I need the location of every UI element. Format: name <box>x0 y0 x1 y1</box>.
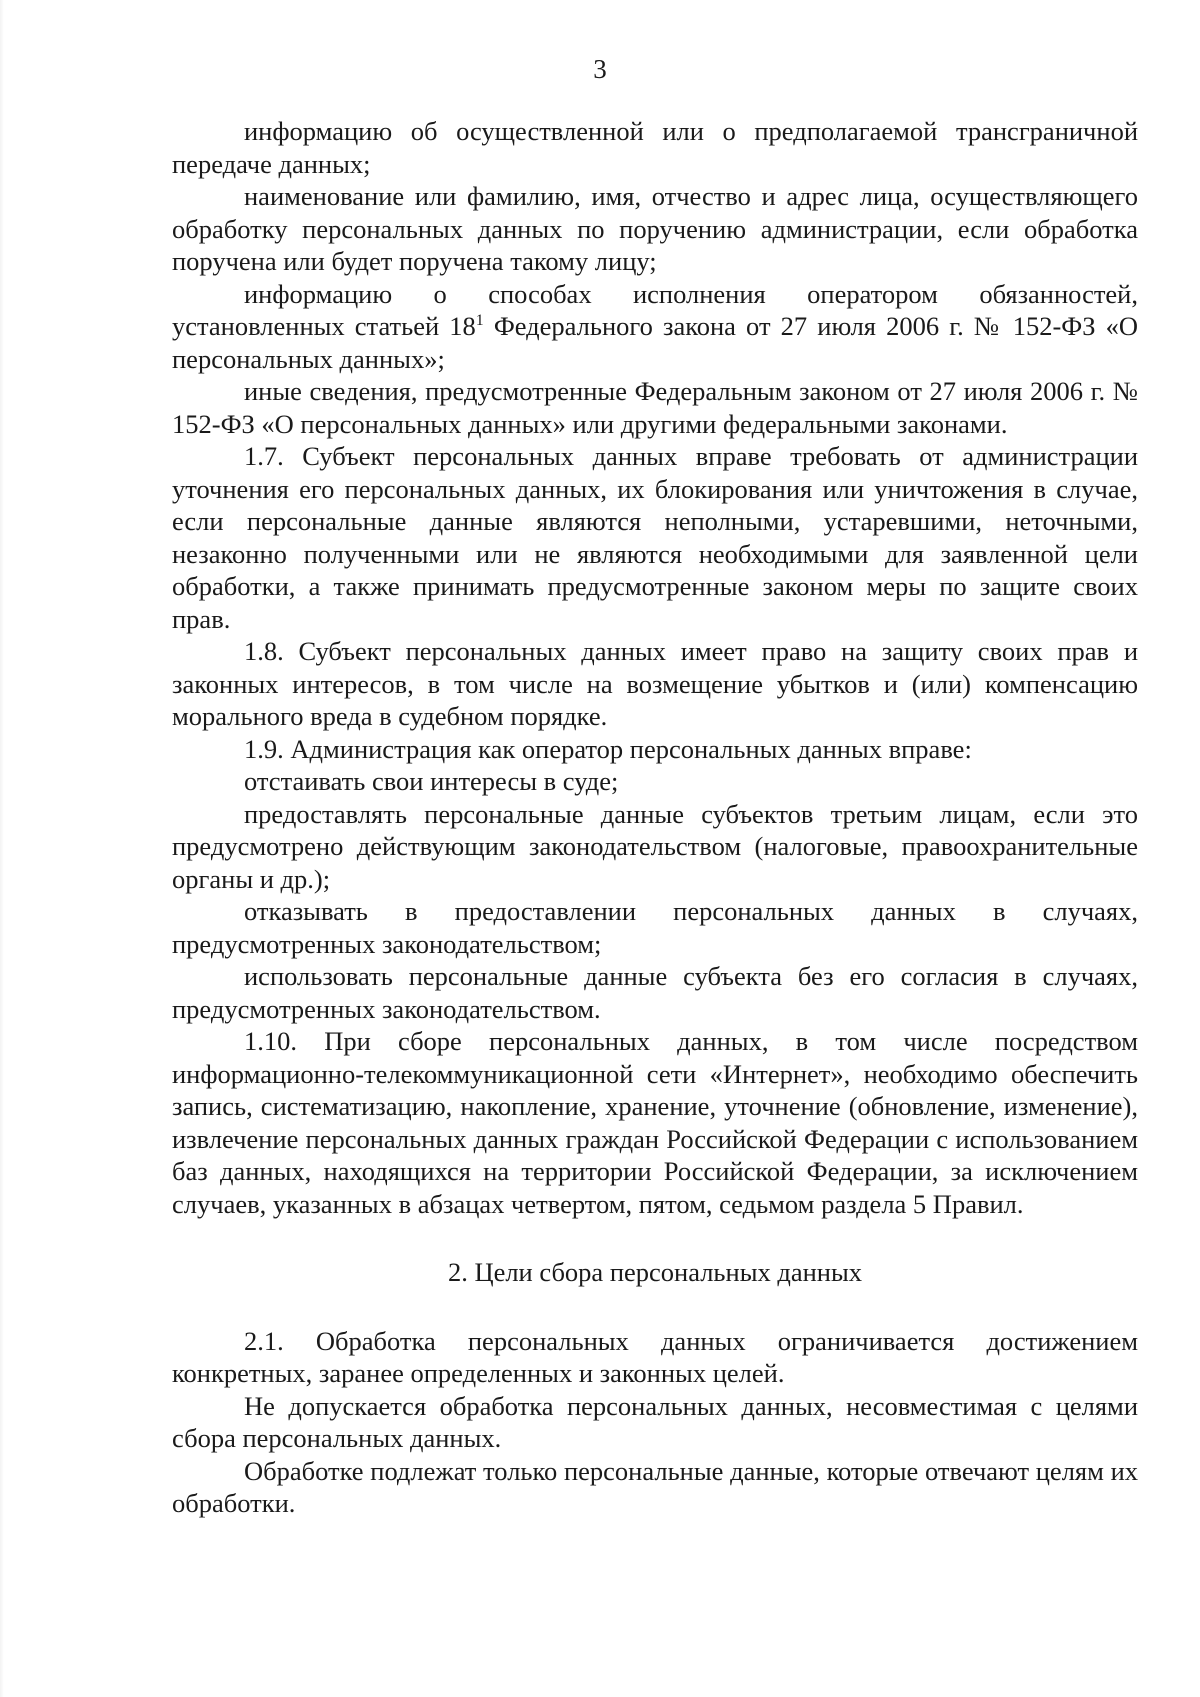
paragraph-2-1: 2.1. Обработка персональных данных ограничивается достижением конкретных, заранее определенных и законных целей. <box>172 1325 1138 1388</box>
article-superscript: 1 <box>475 312 484 330</box>
paragraph-cross-border-transfer: информацию об осуществленной или о предполагаемой трансграничной передаче данных; <box>172 116 1138 179</box>
paragraph-1-10: 1.10. При сборе персональных данных, в том числе посредством информационно-телекоммуникационной сети «Интернет», необходимо обеспечить запись, систематизацию, накопление, хранение, уточнение (обновление, изменение), извлечение персональных данных граждан Российской Федерации с использованием баз данных, находящихся на территории Российской Федерации, за исключением случаев, указанных в абзацах четвертом, пятом, седьмом раздела 5 Правил. <box>172 1026 1138 1219</box>
paragraph-1-9: 1.9. Администрация как оператор персональных данных вправе: <box>244 733 972 764</box>
paragraph-operator-duties <box>172 278 1138 376</box>
paragraph-1-7: 1.7. Субъект персональных данных вправе требовать от администрации уточнения его персональных данных, их блокирования или уничтожения в случае, если персональные данные являются неполными, устаревшими, неточными, незаконно полученными или не являются необходимыми для заявленной цели обработки, а также принимать предусмотренные законом меры по защите своих прав. <box>172 441 1138 634</box>
paragraph-processing-scope: Обработке подлежат только персональные данные, которые отвечают целям их обработки. <box>172 1455 1138 1518</box>
scan-edge <box>0 0 4 1697</box>
paragraph-other-info: иные сведения, предусмотренные Федеральным законом от 27 июля 2006 г. № 152-ФЗ «О персональных данных» или другими федеральными законами. <box>172 376 1138 439</box>
paragraph-processor-name: наименование или фамилию, имя, отчество и адрес лица, осуществляющего обработку персональных данных по поручению администрации, если обработка поручена или будет поручена такому лицу; <box>172 181 1138 276</box>
paragraph-refuse: отказывать в предоставлении персональных данных в случаях, предусмотренных законодательством; <box>172 896 1138 959</box>
paragraph-defend-interests: отстаивать свои интересы в суде; <box>244 766 619 796</box>
document-body <box>172 115 1138 1520</box>
paragraph-incompatible-processing: Не допускается обработка персональных данных, несовместимая с целями сбора персональных данных. <box>172 1390 1138 1453</box>
section-2-heading: 2. Цели сбора персональных данных <box>447 1257 863 1287</box>
paragraph-provide-data: предоставлять персональные данные субъектов третьим лицам, если это предусмотрено действующим законодательством (налоговые, правоохранительные органы и др.); <box>172 798 1138 894</box>
page-number: 3 <box>593 54 607 84</box>
paragraph-operator-duties-tail: Федерального закона от 27 июля 2006 г. № 152-ФЗ «О персональных данных»; <box>172 311 1139 374</box>
paragraph-1-8: 1.8. Субъект персональных данных имеет право на защиту своих прав и законных интересов, в том числе на возмещение убытков и (или) компенсацию морального вреда в судебном порядке. <box>172 636 1138 731</box>
paragraph-operator-duties-text: информацию о способах исполнения оператором обязанностей, установленных статьей 18 <box>172 278 1138 341</box>
paragraph-use-without-consent: использовать персональные данные субъекта без его согласия в случаях, предусмотренных законодательством. <box>172 961 1138 1024</box>
